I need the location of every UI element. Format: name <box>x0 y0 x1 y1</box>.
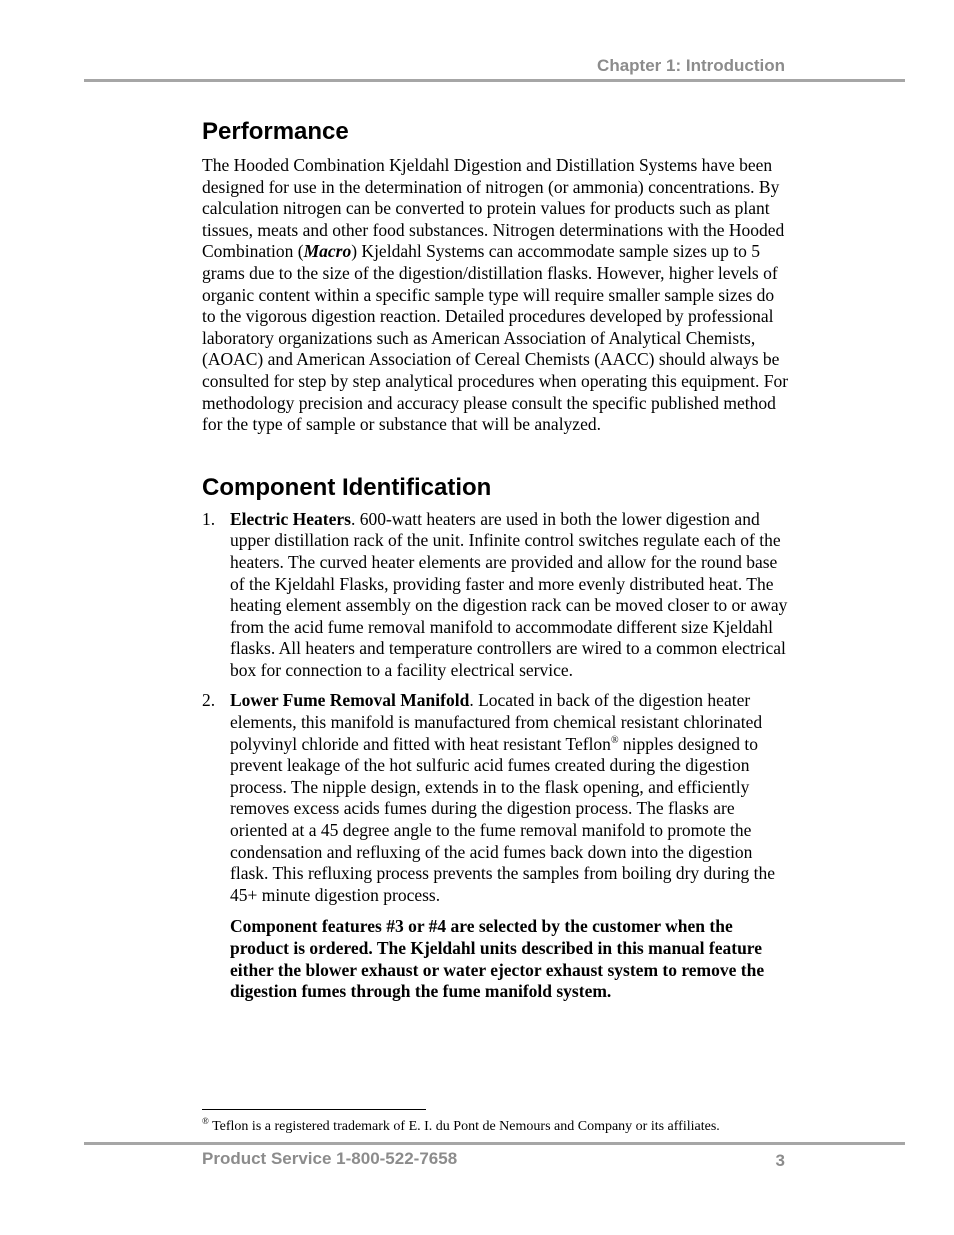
item-body-start: . Located in back of the digestion heater elements, this manifold is manufactured from chemical resistant chlorinated polyvinyl chloride and fitted with heat resistant Teflon <box>230 690 763 754</box>
list-item <box>202 690 792 906</box>
footnote-mark: ® <box>202 1116 209 1126</box>
list-item <box>202 509 792 682</box>
running-header <box>84 56 905 82</box>
page-number: 3 <box>775 1151 785 1170</box>
component-list <box>202 509 792 907</box>
macro-term: Macro <box>303 241 352 262</box>
footnote-divider <box>202 1109 426 1110</box>
item-title: Lower Fume Removal Manifold <box>230 690 470 711</box>
registered-mark: ® <box>610 734 619 746</box>
list-number: 1. <box>202 508 216 529</box>
footnote-text: Teflon is a registered trademark of E. I. du Pont de Nemours and Company or its affiliates. <box>208 1119 720 1134</box>
item-body: . 600-watt heaters are used in both the lower digestion and upper distillation rack of the unit. Infinite control switches regulate each of the heaters. The curved heater elements are provided and allow for the round base of the Kjeldahl Flasks, providing faster and more evenly distributed heat. The heating element assembly on the digestion rack can be moved closer to or away from the acid fume removal manifold to accommodate different size Kjeldahl flasks. All heaters and temperature controllers are wired to a common electrical box for connection to a facility electrical service. <box>230 508 788 680</box>
item-body-end: nipples designed to prevent leakage of the hot sulfuric acid fumes created during the digestion process. The nipple design, extends in to the flask opening, and efficiently removes excess acids fumes during the digestion process. The flasks are oriented at a 45 degree angle to the fume removal manifold to promote the condensation and refluxing of the acid fumes back down into the digestion flask. This refluxing process prevents the samples from boiling dry during the 45+ minute digestion process. <box>230 733 775 905</box>
list-number: 2. <box>202 690 216 711</box>
list-item-text <box>230 690 792 906</box>
component-heading: Component Identification <box>202 473 492 501</box>
performance-paragraph <box>202 155 792 436</box>
customer-selection-note: Component features #3 or #4 are selected by the customer when the product is ordered. The Kjeldahl units described in this manual feature either the blower exhaust or water ejector exhaust system to remove the digestion fumes through the fume manifold system. <box>230 916 765 1002</box>
product-service-phone: Product Service 1-800-522-7658 <box>202 1149 458 1168</box>
chapter-title: Chapter 1: Introduction <box>597 56 785 75</box>
item-title: Electric Heaters <box>230 508 351 529</box>
performance-heading: Performance <box>202 118 349 145</box>
performance-text-end: ) Kjeldahl Systems can accommodate sample sizes up to 5 grams due to the size of the digestion/distillation flasks. However, higher levels of organic content within a specific sample type will require smaller sample sizes do to the vigorous digestion reaction. Detailed procedures developed by professional laboratory organizations such as American Association of Analytical Chemists, (AOAC) and American Association of Cereal Chemists (AACC) should always be consulted for step by step analytical procedures when operating this equipment. For methodology precision and accuracy please consult the specific published method for the type of sample or substance that will be analyzed. <box>202 241 789 435</box>
running-footer <box>84 1142 905 1175</box>
page-content <box>202 118 792 1003</box>
performance-text-start: The Hooded Combination Kjeldahl Digestion and Distillation Systems have been designed for use in the determination of nitrogen (or ammonia) concentrations. By calculation nitrogen can be converted to protein values for products such as plant tissues, meats and other food substances. Nitrogen determinations with the Hooded Combination ( <box>202 155 785 262</box>
list-item-text <box>230 509 792 682</box>
footnote <box>202 1116 822 1135</box>
